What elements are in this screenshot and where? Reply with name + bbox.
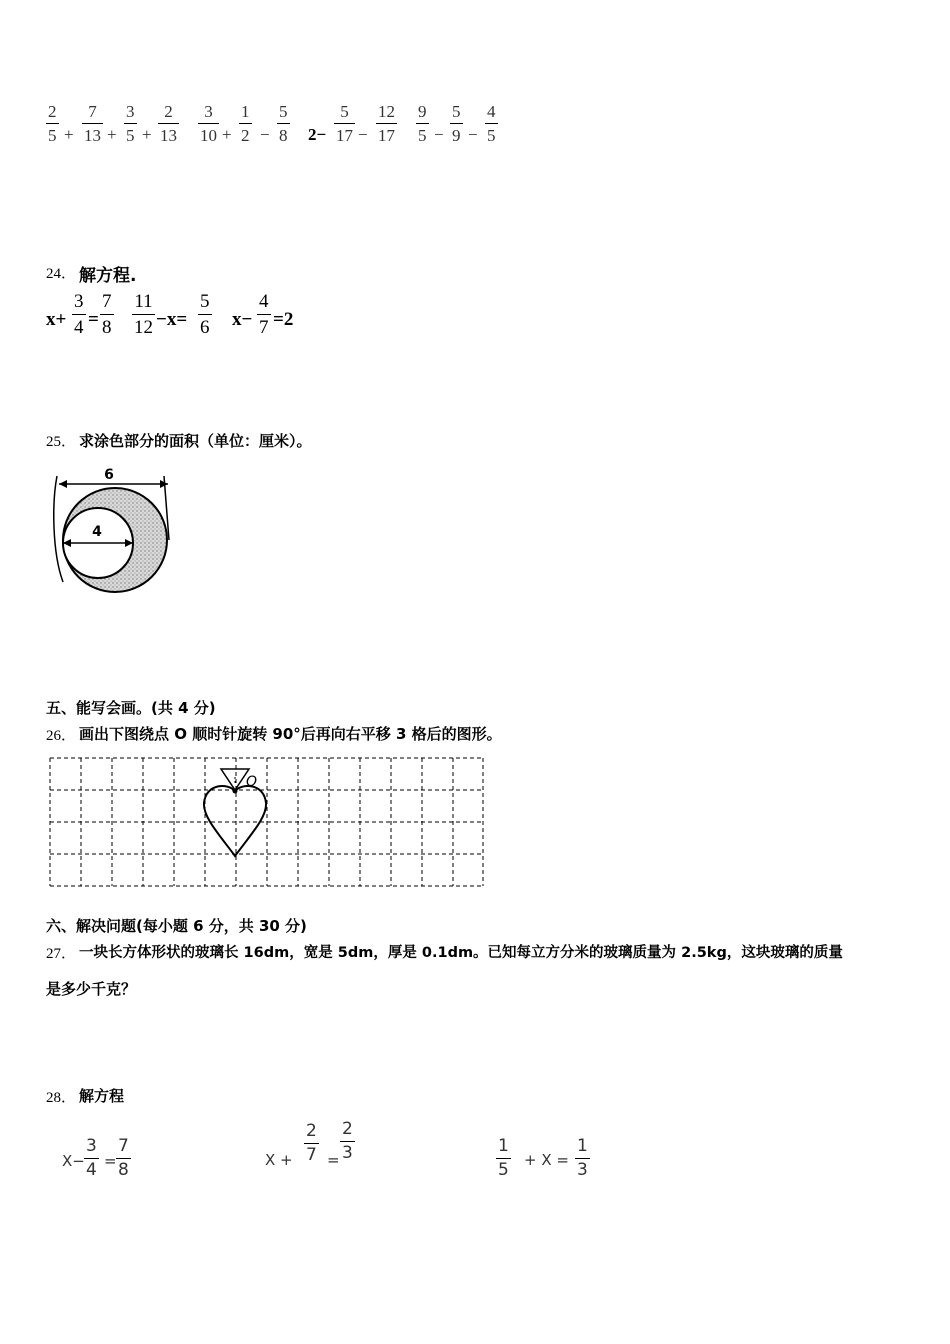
denominator: 13 bbox=[160, 126, 177, 145]
denominator: 5 bbox=[498, 1160, 509, 1180]
fraction bbox=[198, 103, 219, 144]
equation-middle: −x= bbox=[156, 309, 188, 330]
fraction bbox=[124, 103, 137, 144]
denominator: 4 bbox=[74, 317, 84, 338]
numerator: 4 bbox=[487, 102, 496, 121]
fraction bbox=[575, 1138, 590, 1179]
numerator: 2 bbox=[164, 102, 173, 121]
numerator: 2 bbox=[342, 1119, 353, 1139]
numerator: 2 bbox=[306, 1121, 317, 1141]
numerator: 11 bbox=[134, 291, 153, 312]
fraction bbox=[496, 1138, 511, 1179]
denominator: 3 bbox=[342, 1143, 353, 1163]
equation-lead: x− bbox=[232, 309, 253, 330]
fraction bbox=[158, 103, 179, 144]
denominator: 12 bbox=[134, 317, 153, 338]
question-title: 求涂色部分的面积（单位：厘米）。 bbox=[79, 432, 312, 450]
heart-shape bbox=[204, 786, 266, 856]
big-diameter-label: 6 bbox=[104, 467, 114, 483]
numerator: 7 bbox=[102, 291, 112, 312]
denominator: 3 bbox=[577, 1160, 588, 1180]
denominator: 2 bbox=[241, 126, 250, 145]
numerator: 3 bbox=[74, 291, 84, 312]
numerator: 1 bbox=[577, 1136, 588, 1156]
dashed-grid-figure bbox=[46, 755, 486, 891]
denominator: 8 bbox=[118, 1160, 129, 1180]
fraction bbox=[376, 103, 397, 144]
denominator: 5 bbox=[48, 126, 57, 145]
question-number: 25． bbox=[46, 434, 77, 450]
denominator: 7 bbox=[259, 317, 269, 338]
denominator: 9 bbox=[452, 126, 461, 145]
numerator: 12 bbox=[378, 102, 395, 121]
equation-tail: =2 bbox=[273, 309, 294, 330]
numerator: 5 bbox=[340, 102, 349, 121]
fraction bbox=[257, 292, 271, 337]
operator: − bbox=[468, 125, 478, 144]
question-number: 24． bbox=[46, 266, 77, 282]
fraction bbox=[116, 1138, 131, 1179]
equals-sign: = bbox=[104, 1152, 117, 1170]
numerator: 7 bbox=[118, 1136, 129, 1156]
fraction bbox=[198, 292, 212, 337]
fraction bbox=[100, 292, 114, 337]
numerator: 3 bbox=[204, 102, 213, 121]
fraction bbox=[72, 292, 86, 337]
operator: + bbox=[142, 125, 152, 144]
fraction bbox=[304, 1123, 319, 1164]
question-number: 26． bbox=[46, 728, 77, 744]
denominator: 17 bbox=[378, 126, 395, 145]
fraction bbox=[340, 1121, 355, 1162]
operator: − bbox=[434, 125, 444, 144]
denominator: 13 bbox=[84, 126, 101, 145]
question-number: 27． bbox=[46, 946, 77, 962]
denominator: 5 bbox=[418, 126, 427, 145]
fraction bbox=[46, 103, 59, 144]
equation-middle: + X = bbox=[524, 1151, 569, 1169]
equation-lead: x+ bbox=[46, 309, 67, 330]
fraction bbox=[334, 103, 355, 144]
numerator: 4 bbox=[259, 291, 269, 312]
crescent-figure bbox=[40, 462, 180, 602]
operator: + bbox=[107, 125, 117, 144]
numerator: 1 bbox=[241, 102, 250, 121]
numerator: 5 bbox=[200, 291, 210, 312]
numerator: 3 bbox=[126, 102, 135, 121]
denominator: 8 bbox=[102, 317, 112, 338]
section-title: 五、能写会画。(共 4 分) bbox=[46, 699, 216, 717]
numerator: 9 bbox=[418, 102, 427, 121]
denominator: 7 bbox=[306, 1145, 317, 1165]
fraction bbox=[450, 103, 463, 144]
arrowhead bbox=[59, 480, 67, 488]
small-diameter-label: 4 bbox=[92, 524, 102, 540]
fraction bbox=[485, 103, 498, 144]
point-o-label: O bbox=[246, 774, 258, 790]
fraction bbox=[239, 103, 252, 144]
equals-sign: = bbox=[88, 309, 99, 330]
denominator: 6 bbox=[200, 317, 210, 338]
operator: + bbox=[222, 125, 232, 144]
operator: + bbox=[64, 125, 74, 144]
numerator: 3 bbox=[86, 1136, 97, 1156]
fraction bbox=[84, 1138, 99, 1179]
fraction bbox=[416, 103, 429, 144]
fraction bbox=[277, 103, 290, 144]
question-number: 28． bbox=[46, 1090, 77, 1106]
denominator: 4 bbox=[86, 1160, 97, 1180]
question-title: 解方程 bbox=[79, 1087, 125, 1105]
question-text-line1: 一块长方体形状的玻璃长 16dm，宽是 5dm，厚是 0.1dm。已知每立方分米的玻璃质量为 2.5kg，这块玻璃的质量 bbox=[79, 945, 843, 961]
section-title: 六、解决问题(每小题 6 分，共 30 分) bbox=[46, 917, 307, 935]
equation-lead: X− bbox=[62, 1152, 85, 1170]
numerator: 2 bbox=[48, 102, 57, 121]
extension-line bbox=[54, 476, 63, 582]
operator: − bbox=[260, 125, 270, 144]
denominator: 8 bbox=[279, 126, 288, 145]
denominator: 5 bbox=[487, 126, 496, 145]
operator: − bbox=[358, 125, 368, 144]
denominator: 17 bbox=[336, 126, 353, 145]
whole-number: 2− bbox=[308, 125, 327, 144]
question-text-line2: 是多少千克？ bbox=[46, 980, 137, 998]
fraction bbox=[132, 292, 155, 337]
denominator: 10 bbox=[200, 126, 217, 145]
equals-sign: = bbox=[327, 1151, 340, 1169]
numerator: 7 bbox=[88, 102, 97, 121]
numerator: 5 bbox=[452, 102, 461, 121]
equation-lead: X + bbox=[265, 1151, 293, 1169]
denominator: 5 bbox=[126, 126, 135, 145]
numerator: 1 bbox=[498, 1136, 509, 1156]
dashed-grid bbox=[50, 758, 483, 886]
question-title: 解方程. bbox=[79, 266, 137, 286]
numerator: 5 bbox=[279, 102, 288, 121]
fraction bbox=[82, 103, 103, 144]
question-title: 画出下图绕点 O 顺时针旋转 90°后再向右平移 3 格后的图形。 bbox=[79, 725, 502, 743]
